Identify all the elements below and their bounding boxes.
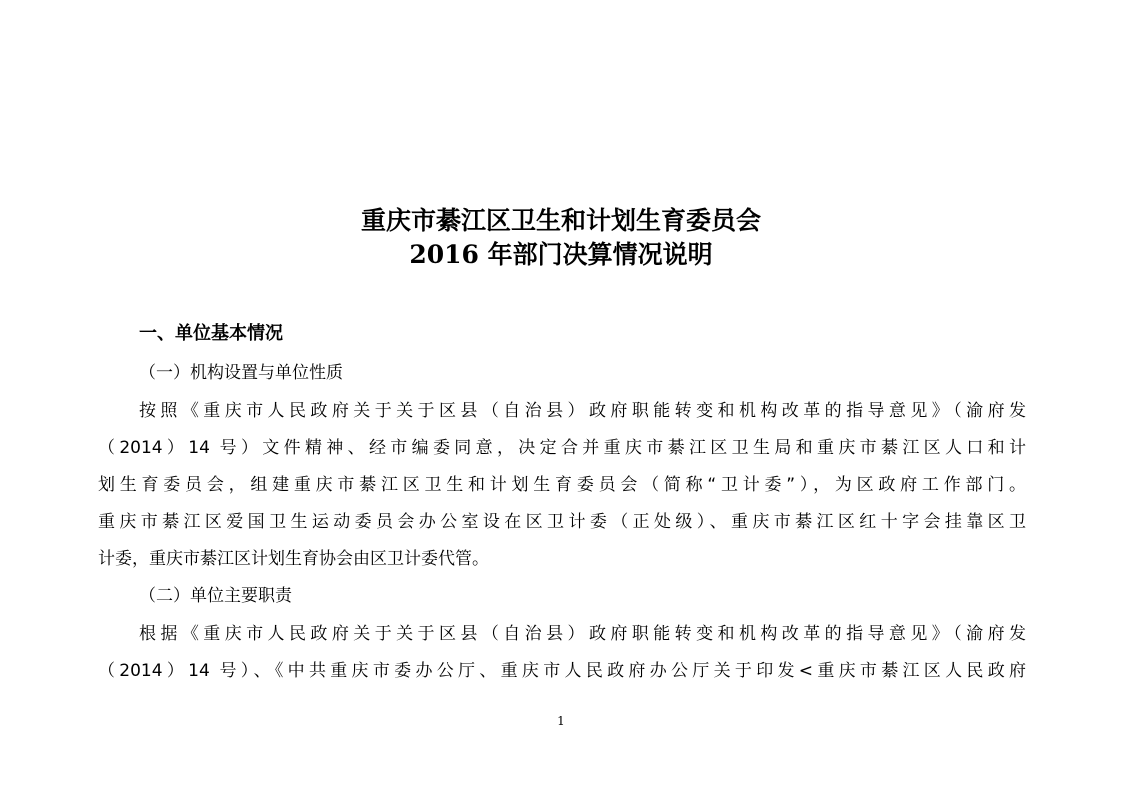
paragraph-line: 根据《重庆市人民政府关于关于区县（自治县）政府职能转变和机构改革的指导意见》（渝府发: [139, 624, 1026, 644]
paragraph-line: （2014）14 号）、《中共重庆市委办公厅、重庆市人民政府办公厅关于印发<重庆市綦江区人民政府: [98, 661, 1026, 681]
paragraph-responsibilities: [98, 616, 1026, 690]
title-line-1: 重庆市綦江区卫生和计划生育委员会: [360, 206, 761, 235]
paragraph-line: 按照《重庆市人民政府关于关于区县（自治县）政府职能转变和机构改革的指导意见》（渝府发: [139, 401, 1026, 421]
section-heading-basic-info: 一、单位基本情况: [139, 323, 283, 344]
page-number: 1: [557, 714, 565, 728]
subheading-organization: （一）机构设置与单位性质: [139, 363, 343, 383]
paragraph-line: （2014）14 号）文件精神、经市编委同意，决定合并重庆市綦江区卫生局和重庆市綦江区人口和计: [98, 438, 1026, 458]
paragraph-organization: [98, 393, 1026, 578]
document-title: [0, 204, 1122, 272]
title-line-2: 2016 年部门决算情况说明: [409, 240, 713, 269]
subheading-responsibilities: （二）单位主要职责: [139, 586, 292, 606]
paragraph-line: 重庆市綦江区爱国卫生运动委员会办公室设在区卫计委（正处级）、重庆市綦江区红十字会挂靠区卫: [98, 512, 1026, 532]
paragraph-line: 划生育委员会，组建重庆市綦江区卫生和计划生育委员会（简称“卫计委”），为区政府工作部门。: [98, 475, 1026, 495]
paragraph-line: 计委，重庆市綦江区计划生育协会由区卫计委代管。: [98, 549, 489, 569]
